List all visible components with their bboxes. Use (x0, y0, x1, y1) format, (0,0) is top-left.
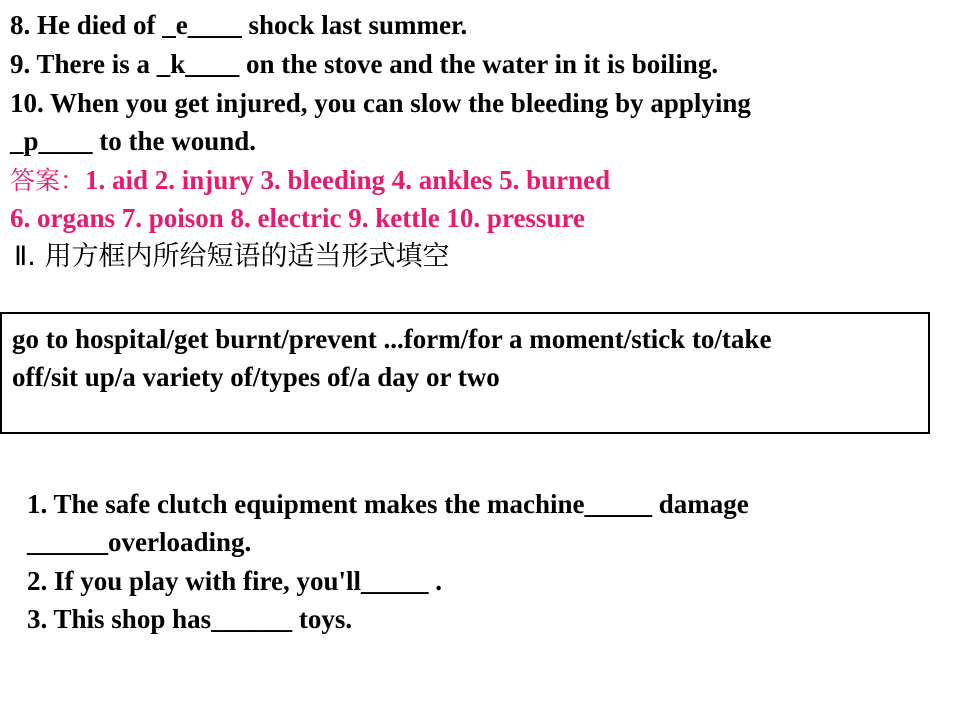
answer-line-1 (10, 161, 610, 200)
answer-line-2: 6. organs 7. poison 8. electric 9. kettle 10. pressure (10, 203, 585, 233)
answer-label: 答案： (10, 166, 86, 195)
question-10-line1: 10. When you get injured, you can slow the bleeding by applying (10, 88, 751, 118)
phrase-list-line2: off/sit up/a variety of/types of/a day or two (12, 362, 500, 392)
answer-list-1: 1. aid 2. injury 3. bleeding 4. ankles 5. burned (85, 165, 611, 195)
phrase-box (0, 312, 930, 434)
question-10-line2: _p____ to the wound. (10, 126, 257, 156)
exercise-1-line2: ______overloading. (27, 527, 252, 557)
section-title: Ⅱ. 用方框内所给短语的适当形式填空 (14, 241, 450, 272)
exercise-2: 2. If you play with fire, you'll_____ . (27, 566, 443, 596)
exercise-3: 3. This shop has______ toys. (27, 604, 353, 634)
exercise-1-line1: 1. The safe clutch equipment makes the machine_____ damage (27, 489, 749, 519)
phrase-list-line1: go to hospital/get burnt/prevent ...form/for a moment/stick to/take (12, 324, 772, 354)
question-9: 9. There is a _k____ on the stove and the water in it is boiling. (10, 49, 719, 79)
question-8: 8. He died of _e____ shock last summer. (10, 10, 468, 40)
